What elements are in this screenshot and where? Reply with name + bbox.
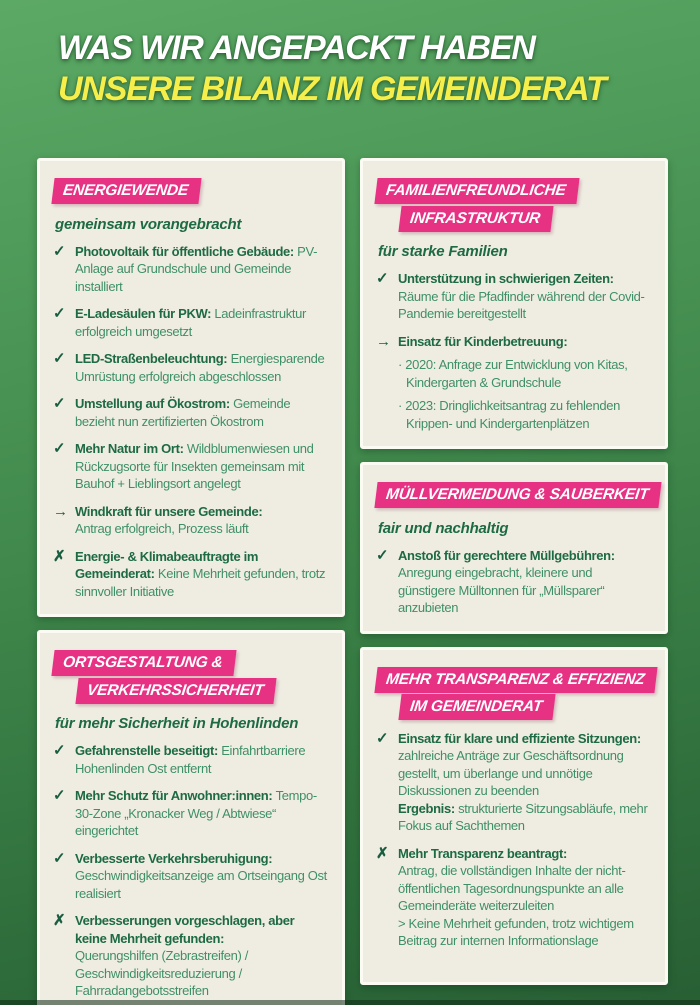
list-item-text: Gefahrenstelle beseitigt: Einfahrtbarriere Hohenlinden Ost entfernt — [75, 743, 306, 776]
list-item-text: Windkraft für unsere Gemeinde: Antrag erfolgreich, Prozess läuft — [75, 503, 263, 536]
card-title-banner: MEHR TRANSPARENZ & EFFIZIENZ — [374, 667, 658, 693]
card-title-row — [400, 694, 652, 720]
list-item — [53, 503, 329, 538]
list-item-text: Verbesserte Verkehrsberuhigung: Geschwindigkeitsanzeige am Ortseingang Ost realisiert — [75, 850, 327, 901]
card-subtitle: fair und nachhaltig — [378, 519, 509, 537]
list-item — [53, 787, 329, 840]
list-item-text: Umstellung auf Ökostrom: Gemeinde bezieht nun zertifizierten Ökostrom — [75, 396, 291, 429]
list-item-text: Mehr Natur im Ort: Wildblumenwiesen und Rückzugsorte für Insekten gemeinsam mit Bauhof + Lieblingsort angelegt — [75, 441, 314, 491]
check-icon: ✓ — [53, 305, 66, 322]
card-title-row — [77, 678, 329, 704]
sub-item: · 2023: Dringlichkeitsantrag zu fehlenden Krippen- und Kindergartenplätzen — [398, 398, 620, 431]
cross-icon: ✗ — [53, 912, 66, 929]
card-title-row — [376, 482, 652, 508]
list-item-text: E-Ladesäulen für PKW: Ladeinfrastruktur erfolgreich umgesetzt — [75, 306, 307, 339]
card-title — [376, 667, 652, 720]
card-title — [376, 178, 652, 231]
cross-icon: ✗ — [376, 844, 389, 862]
list-item-text: Unterstützung in schwierigen Zeiten: Räume für die Pfadfinder während der Covid-Pandemie bereitgestellt — [398, 271, 645, 321]
list-item-text: LED-Straßenbeleuchtung: Energiesparende Umrüstung erfolgreich abgeschlossen — [75, 351, 325, 384]
list-item — [53, 305, 329, 340]
card-title-banner: VERKEHRSSICHERHEIT — [75, 678, 277, 704]
card-title-row — [376, 178, 652, 204]
arrow-icon: → — [376, 332, 391, 350]
column-right — [360, 158, 668, 985]
card — [360, 647, 668, 985]
check-icon: ✓ — [53, 242, 66, 260]
card-title-banner: MÜLLVERMEIDUNG & SAUBERKEIT — [374, 482, 662, 508]
list-item — [53, 440, 329, 493]
card — [37, 630, 345, 1005]
card-title-row — [376, 667, 652, 693]
list-item — [376, 333, 652, 433]
list-item — [53, 395, 329, 430]
list-item-text: Anstoß für gerechtere Müllgebühren: Anregung eingebracht, kleinere und günstigere Mülltonnen für „Müllsparer“ anzubieten — [398, 547, 615, 615]
card-title — [376, 482, 652, 508]
card — [360, 158, 668, 449]
check-icon: ✓ — [376, 729, 389, 747]
check-icon: ✓ — [53, 787, 66, 804]
list-item-text: Photovoltaik für öffentliche Gebäude: PV-Anlage auf Grundschule und Gemeinde installiert — [75, 243, 318, 294]
list-item-text: Einsatz für klare und effiziente Sitzungen: zahlreiche Anträge zur Geschäftsordnung gestellt, um überlange und unnötige Diskussionen zu beenden Ergebnis: strukturierte Sitzungsabläufe, mehr Fokus auf Sachthemen — [398, 730, 648, 833]
card-title-row — [53, 178, 329, 204]
sub-item: · 2020: Anfrage zur Entwicklung von Kitas, Kindergarten & Grundschule — [398, 357, 628, 390]
card-subtitle: für mehr Sicherheit in Hohenlinden — [55, 715, 299, 732]
page-title: WAS WIR ANGEPACKT HABEN — [58, 29, 535, 67]
check-icon: ✓ — [53, 849, 66, 867]
list-item-text: Verbesserungen vorgeschlagen, aber keine Mehrheit gefunden: Querungshilfen (Zebrastreifen) / Geschwindigkeitsreduzierung / Fahrradangebotsstreifen — [75, 913, 295, 998]
card-title — [53, 650, 329, 703]
list-item — [53, 350, 329, 385]
list-item — [53, 548, 329, 601]
check-icon: ✓ — [376, 270, 389, 287]
page-subtitle: UNSERE BILANZ IM GEMEINDERAT — [58, 70, 606, 108]
list-item — [376, 730, 652, 835]
list-item-text: Energie- & Klimabeauftragte im Gemeinderat: Keine Mehrheit gefunden, trotz sinnvoller Initiative — [75, 548, 326, 599]
list-item — [376, 270, 652, 323]
card — [37, 158, 345, 617]
card-title-banner: ORTSGESTALTUNG & — [51, 650, 236, 676]
list-item-text: Einsatz für Kinderbetreuung: · 2020: Anfrage zur Entwicklung von Kitas, Kindergarten & Grundschule · 2023: Dringlichkeitsantrag zu fehlenden Krippen- und Kindergartenplätzen — [398, 333, 652, 433]
card-title — [53, 178, 329, 204]
cross-icon: ✗ — [53, 547, 66, 565]
card-title-banner: ENERGIEWENDE — [51, 178, 201, 204]
list-item-text: Mehr Schutz für Anwohner:innen: Tempo-30-Zone „Kronacker Weg / Abtwiese“ eingerichtet — [75, 788, 317, 838]
list-item — [53, 850, 329, 903]
list-item — [53, 912, 329, 1000]
list-item — [53, 243, 329, 296]
check-icon: ✓ — [376, 546, 389, 564]
card-title-banner: INFRASTRUKTUR — [398, 206, 553, 232]
card-subtitle: für starke Familien — [378, 243, 508, 260]
card-title-banner: FAMILIENFREUNDLICHE — [374, 178, 579, 204]
list-item — [53, 742, 329, 777]
check-icon: ✓ — [53, 395, 66, 412]
list-item — [376, 845, 652, 950]
column-left — [37, 158, 345, 1005]
arrow-icon: → — [53, 502, 68, 520]
list-item — [376, 547, 652, 617]
card-title-row — [400, 206, 652, 232]
check-icon: ✓ — [53, 742, 66, 759]
check-icon: ✓ — [53, 350, 66, 367]
check-icon: ✓ — [53, 440, 66, 457]
card — [360, 462, 668, 634]
page-header — [58, 28, 606, 110]
card-subtitle: gemeinsam vorangebracht — [55, 215, 242, 233]
list-item-text: Mehr Transparenz beantragt: Antrag, die vollständigen Inhalte der nicht-öffentlichen Tagesordnungspunkte an alle Gemeinderäte weiterzuleiten > Keine Mehrheit gefunden, trotz wichtigem Beitrag zur internen Informationslage — [398, 845, 634, 948]
card-title-banner: IM GEMEINDERAT — [398, 694, 555, 720]
card-title-row — [53, 650, 329, 676]
